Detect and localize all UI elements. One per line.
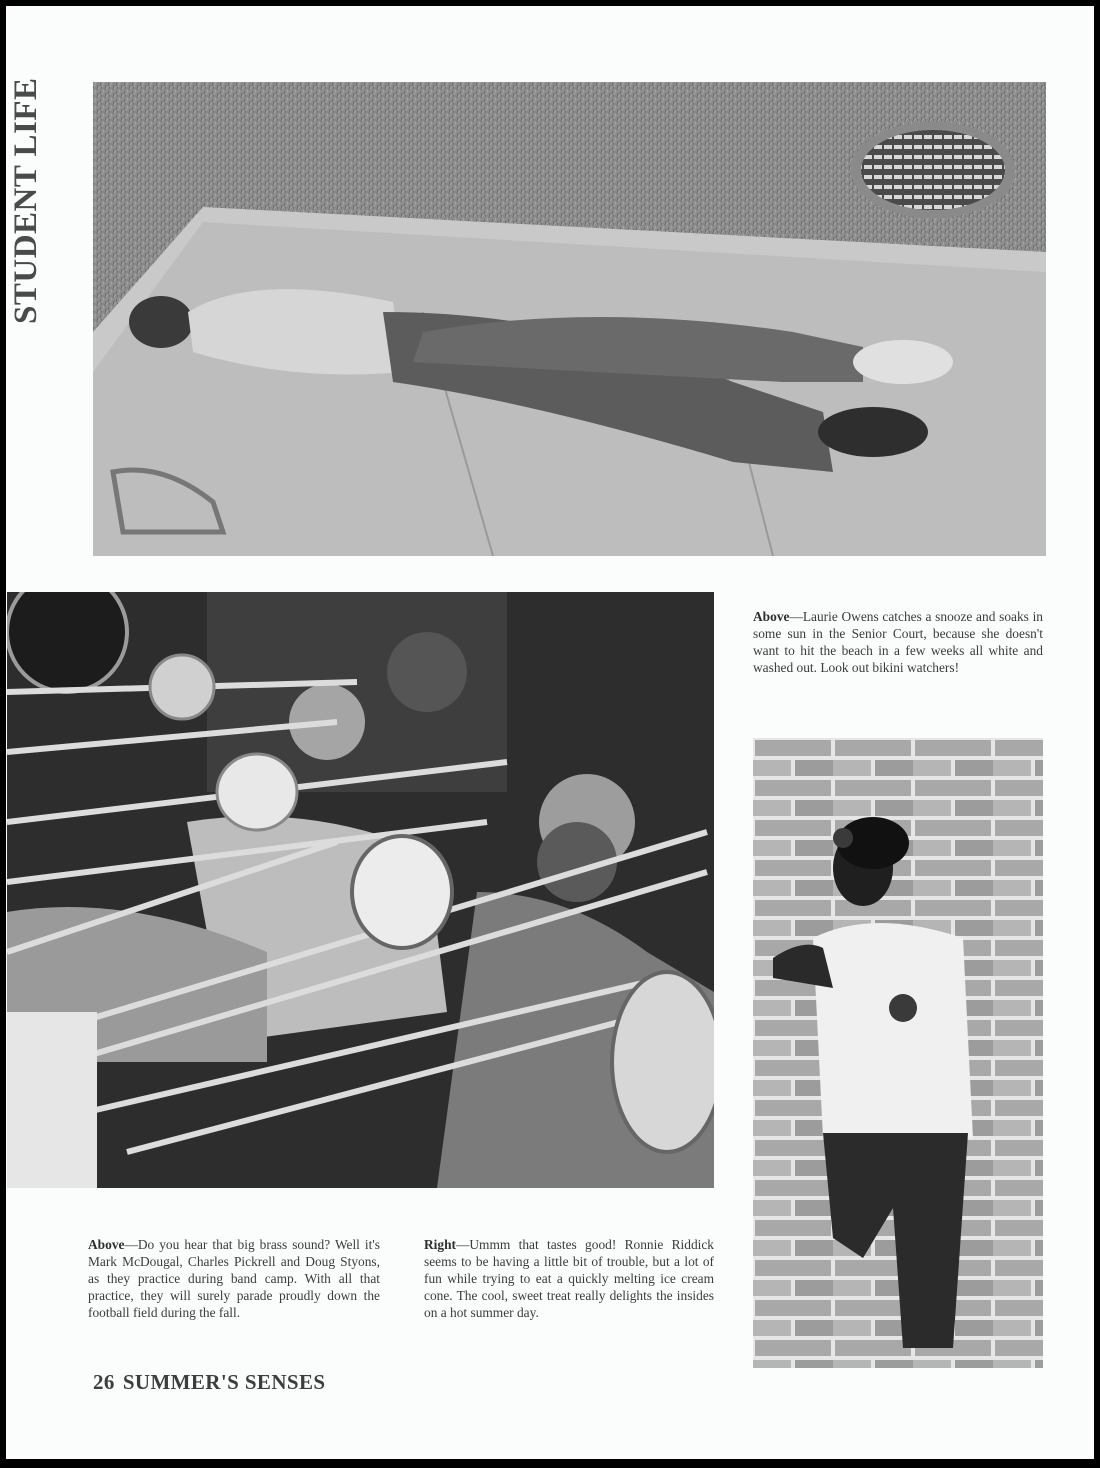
page-number: 26 bbox=[93, 1370, 115, 1394]
caption-sunbathing bbox=[753, 609, 1043, 676]
caption-text: —Laurie Owens catches a snooze and soaks in some sun in the Senior Court, because she doesn't want to hit the beach in a few weeks all white and washed out. Look out bikini watchers! bbox=[753, 609, 1043, 675]
caption-ice-cream bbox=[424, 1237, 714, 1321]
caption-lead: Right bbox=[424, 1237, 456, 1253]
photo-ice-cream bbox=[753, 738, 1043, 1368]
section-label: STUDENT LIFE bbox=[8, 77, 44, 324]
caption-text: —Ummm that tastes good! Ronnie Riddick seems to be having a little bit of trouble, but a lot of fun while trying to eat a quickly melting ice cream cone. The cool, sweet treat really delights the insides on a hot summer day. bbox=[424, 1237, 714, 1320]
page-folio bbox=[93, 1370, 325, 1395]
caption-lead: Above bbox=[88, 1237, 125, 1253]
caption-text: —Do you hear that big brass sound? Well it's Mark McDougal, Charles Pickrell and Doug Styons, as they practice during band camp. With all that practice, they will surely parade proudly down the football field during the fall. bbox=[88, 1237, 380, 1320]
photo-sunbathing bbox=[93, 82, 1046, 556]
yearbook-page bbox=[6, 6, 1094, 1459]
photo-trombone-players bbox=[7, 592, 714, 1188]
caption-lead: Above bbox=[753, 609, 790, 625]
caption-band bbox=[88, 1237, 380, 1321]
section-title: SUMMER'S SENSES bbox=[122, 1370, 326, 1394]
